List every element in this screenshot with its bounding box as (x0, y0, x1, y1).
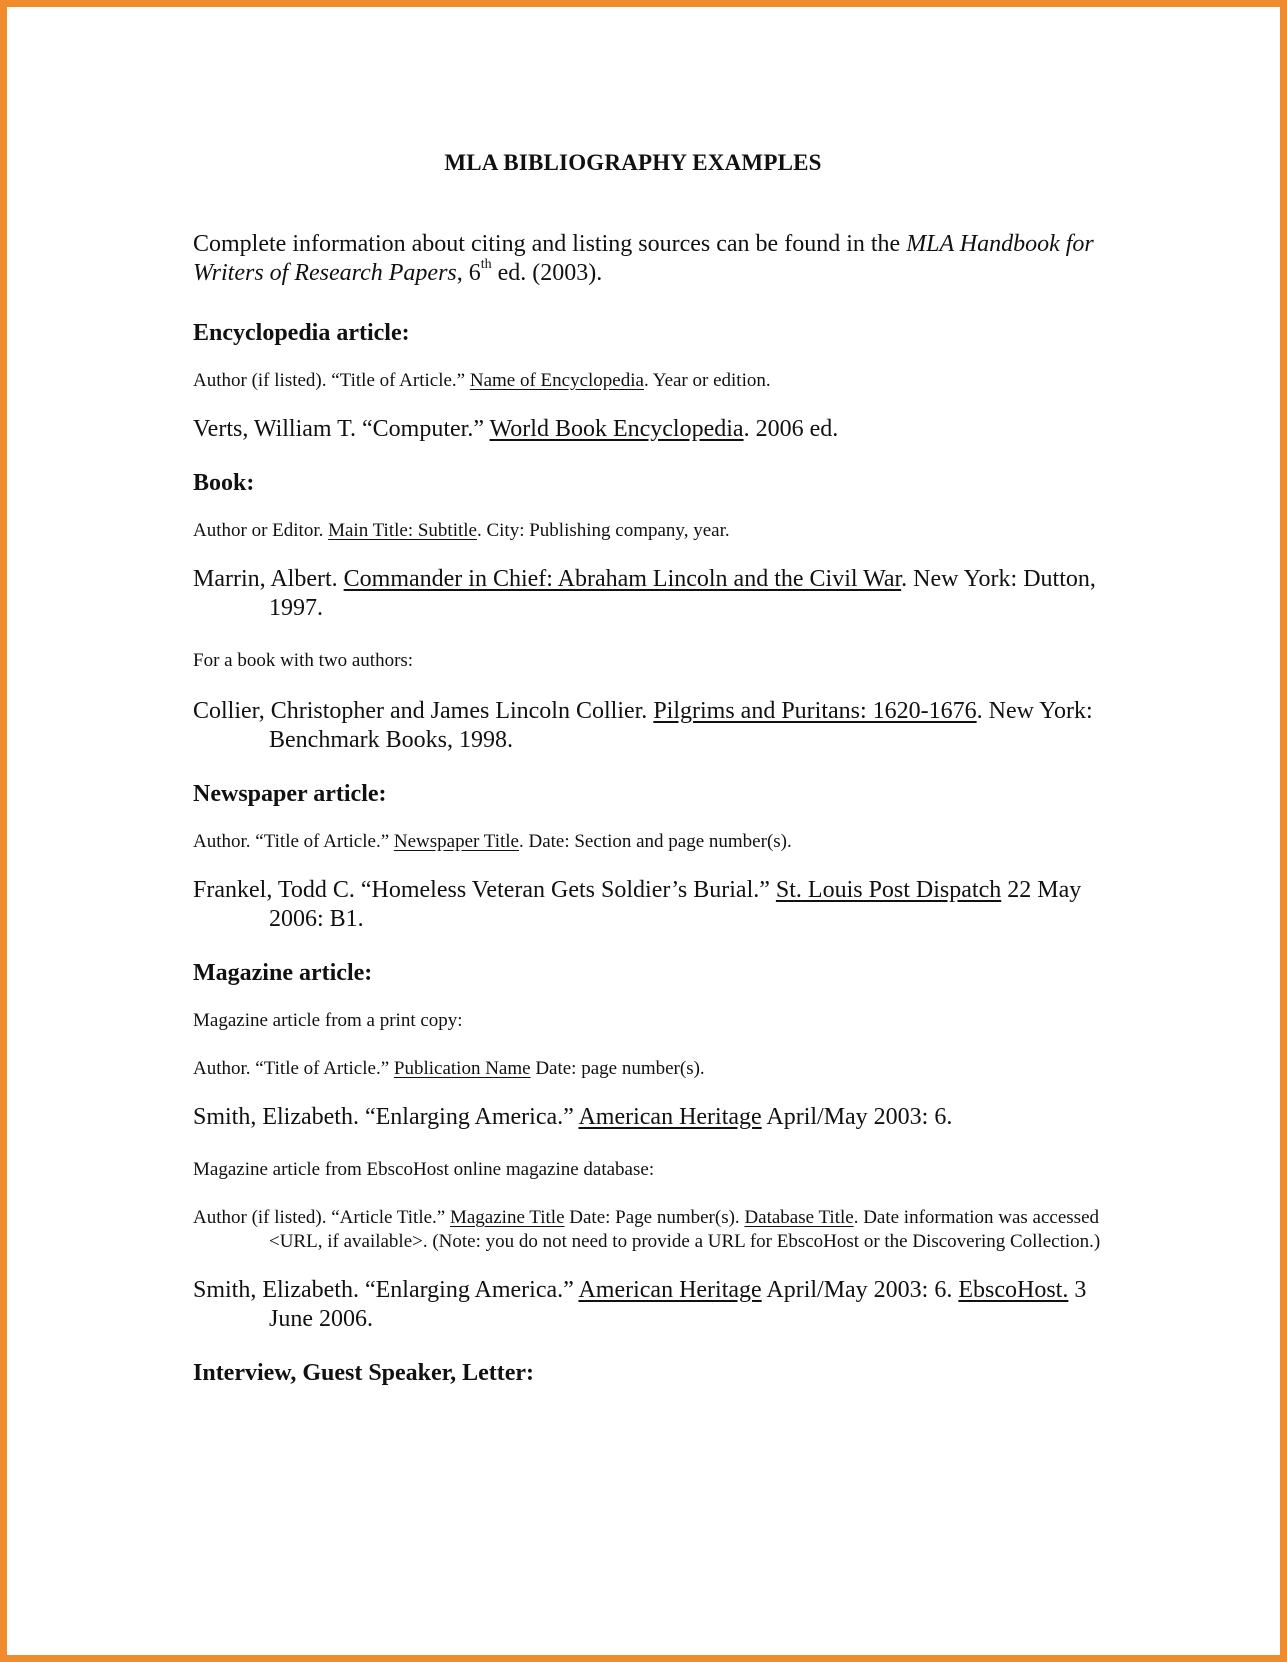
book-example (193, 565, 1113, 623)
magazine-online-note: Magazine article from EbscoHost online magazine database: (193, 1159, 655, 1180)
magazine-print-example-underlined: American Heritage (578, 1104, 762, 1130)
magazine-print-example (193, 1103, 1113, 1132)
book-two-example-part2: . New York: Benchmark Books, 1998. (269, 698, 1093, 753)
newspaper-template-part2: . Date: Section and page number(s). (518, 831, 792, 852)
magazine-heading: Magazine article: (193, 960, 373, 986)
newspaper-example (193, 876, 1113, 934)
magazine-online-template-underlined1: Magazine Title (449, 1207, 565, 1228)
intro-text-before: Complete information about citing and listing sources can be found in the (193, 231, 907, 257)
magazine-online-example-underlined1: American Heritage (578, 1277, 762, 1303)
book-example-part1: Marrin, Albert. (193, 566, 344, 592)
encyclopedia-example-underlined: World Book Encyclopedia (489, 416, 744, 442)
newspaper-example-part1: Frankel, Todd C. “Homeless Veteran Gets Soldier’s Burial.” (193, 877, 776, 903)
interview-heading: Interview, Guest Speaker, Letter: (193, 1360, 535, 1386)
magazine-print-template-underlined: Publication Name (393, 1058, 531, 1079)
document-title: MLA BIBLIOGRAPHY EXAMPLES (444, 150, 822, 175)
magazine-online-template-part1: Author (if listed). “Article Title.” (193, 1207, 450, 1228)
newspaper-template (193, 830, 1113, 854)
book-template-underlined: Main Title: Subtitle (328, 520, 477, 541)
magazine-print-template (193, 1057, 1113, 1081)
magazine-print-example-part1: Smith, Elizabeth. “Enlarging America.” (193, 1104, 579, 1130)
magazine-print-template-part2: Date: page number(s). (530, 1058, 705, 1079)
magazine-print-example-part2: April/May 2003: 6. (761, 1104, 953, 1130)
book-template-part2: . City: Publishing company, year. (476, 520, 730, 541)
book-template-part1: Author or Editor. (193, 520, 329, 541)
book-two-authors-example (193, 697, 1113, 755)
intro-edition: , 6 (456, 260, 481, 286)
handbook-title: MLA Handbook for Writers of Research Papers (193, 231, 1094, 286)
newspaper-heading: Newspaper article: (193, 781, 387, 807)
encyclopedia-example-part1: Verts, William T. “Computer.” (193, 416, 490, 442)
encyclopedia-example-part2: . 2006 ed. (743, 416, 839, 442)
encyclopedia-heading: Encyclopedia article: (193, 320, 410, 346)
book-heading: Book: (193, 470, 255, 496)
intro-paragraph (193, 230, 1113, 288)
book-two-example-part1: Collier, Christopher and James Lincoln Collier. (193, 698, 654, 724)
magazine-online-template-part2: Date: Page number(s). (564, 1207, 745, 1228)
book-example-underlined: Commander in Chief: Abraham Lincoln and the Civil War (343, 566, 902, 592)
intro-text-after: ed. (2003). (491, 260, 603, 286)
newspaper-example-part2: 22 May 2006: B1. (269, 877, 1082, 932)
encyclopedia-example (193, 415, 1113, 444)
encyclopedia-template-underlined: Name of Encyclopedia (469, 370, 644, 391)
magazine-online-template-part3: . Date information was accessed <URL, if available>. (Note: you do not need to provide a URL for EbscoHost or the Discovering Collection.) (269, 1207, 1101, 1252)
book-template (193, 519, 1113, 543)
edition-superscript: th (480, 257, 492, 272)
magazine-online-example-part1: Smith, Elizabeth. “Enlarging America.” (193, 1277, 579, 1303)
magazine-online-example-underlined2: EbscoHost. (958, 1277, 1069, 1303)
encyclopedia-template (193, 369, 1113, 393)
newspaper-template-part1: Author. “Title of Article.” (193, 831, 394, 852)
encyclopedia-template-part2: . Year or edition. (643, 370, 771, 391)
magazine-print-template-part1: Author. “Title of Article.” (193, 1058, 394, 1079)
two-authors-note: For a book with two authors: (193, 650, 414, 671)
newspaper-example-underlined: St. Louis Post Dispatch (775, 877, 1002, 903)
newspaper-template-underlined: Newspaper Title (393, 831, 519, 852)
document-page (193, 150, 1113, 1409)
magazine-online-example-part2: April/May 2003: 6. (761, 1277, 959, 1303)
encyclopedia-template-part1: Author (if listed). “Title of Article.” (193, 370, 470, 391)
book-example-part2: . New York: Dutton, 1997. (269, 566, 1096, 621)
magazine-online-template-underlined2: Database Title (744, 1207, 854, 1228)
magazine-online-template (193, 1206, 1113, 1254)
magazine-online-example (193, 1276, 1113, 1334)
book-two-example-underlined: Pilgrims and Puritans: 1620-1676 (653, 698, 977, 724)
magazine-online-example-part3: 3 June 2006. (269, 1277, 1087, 1332)
magazine-print-note: Magazine article from a print copy: (193, 1010, 463, 1031)
